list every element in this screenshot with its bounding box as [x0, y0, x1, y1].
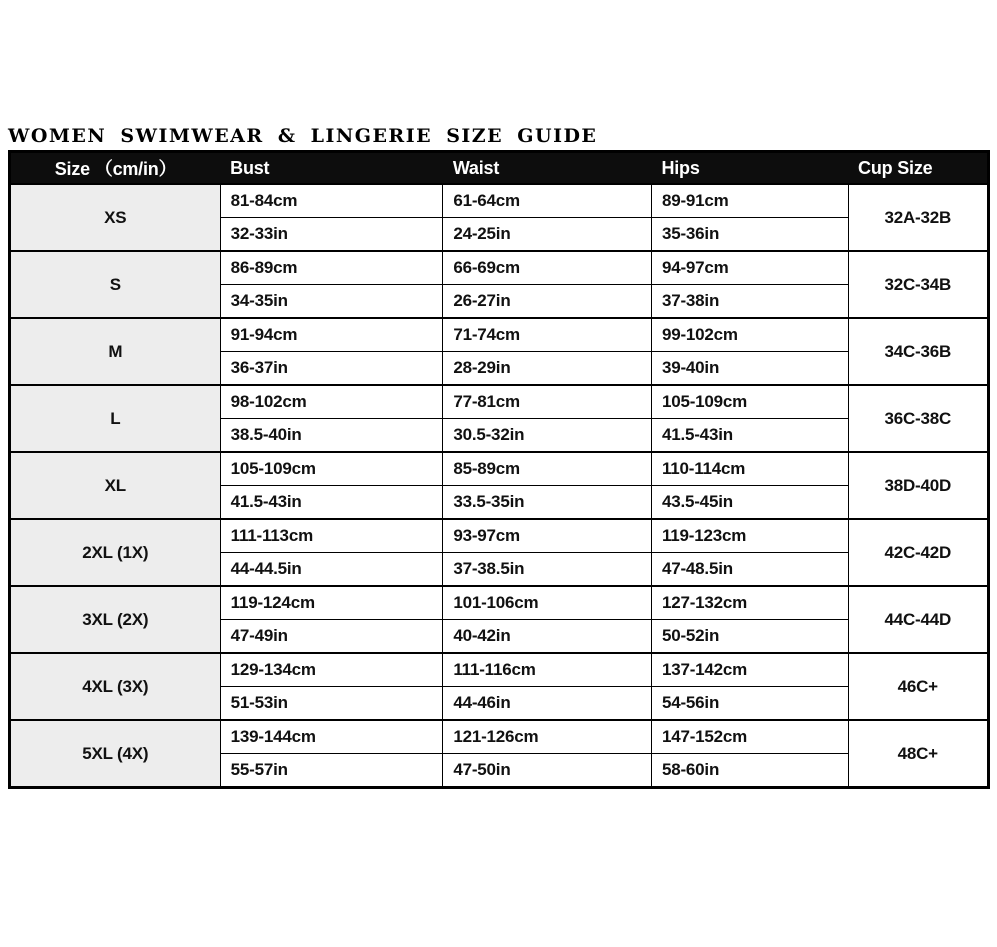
- bust-in-cell: 47-49in: [220, 620, 443, 654]
- hips-cm-cell: 89-91cm: [651, 184, 848, 218]
- waist-in-cell: 24-25in: [443, 218, 652, 252]
- size-row-cm: [10, 519, 989, 553]
- waist-in-cell: 28-29in: [443, 352, 652, 386]
- waist-cm-cell: 93-97cm: [443, 519, 652, 553]
- size-row-cm: [10, 586, 989, 620]
- bust-cm-cell: 129-134cm: [220, 653, 443, 687]
- col-header-cup-size: Cup Size: [848, 152, 988, 185]
- size-table-body: [10, 184, 989, 788]
- size-guide-table: [8, 150, 990, 789]
- hips-cm-cell: 94-97cm: [651, 251, 848, 285]
- col-header-size: Size （cm/in）: [10, 152, 221, 185]
- hips-in-cell: 47-48.5in: [651, 553, 848, 587]
- col-header-waist: Waist: [443, 152, 652, 185]
- hips-cm-cell: 137-142cm: [651, 653, 848, 687]
- bust-in-cell: 41.5-43in: [220, 486, 443, 520]
- bust-in-cell: 38.5-40in: [220, 419, 443, 453]
- hips-in-cell: 58-60in: [651, 754, 848, 788]
- size-guide-header: [10, 152, 989, 185]
- size-label-cell: 3XL (2X): [10, 586, 221, 653]
- waist-cm-cell: 61-64cm: [443, 184, 652, 218]
- page-title: WOMEN SWIMWEAR & LINGERIE SIZE GUIDE: [8, 125, 598, 147]
- cup-size-cell: 46C+: [848, 653, 988, 720]
- bust-cm-cell: 119-124cm: [220, 586, 443, 620]
- bust-in-cell: 55-57in: [220, 754, 443, 788]
- size-label-cell: 4XL (3X): [10, 653, 221, 720]
- waist-cm-cell: 66-69cm: [443, 251, 652, 285]
- col-header-bust: Bust: [220, 152, 443, 185]
- size-label-cell: XL: [10, 452, 221, 519]
- bust-cm-cell: 139-144cm: [220, 720, 443, 754]
- size-label-cell: S: [10, 251, 221, 318]
- size-row-cm: [10, 184, 989, 218]
- bust-cm-cell: 86-89cm: [220, 251, 443, 285]
- bust-cm-cell: 105-109cm: [220, 452, 443, 486]
- waist-in-cell: 47-50in: [443, 754, 652, 788]
- waist-cm-cell: 111-116cm: [443, 653, 652, 687]
- size-row-cm: [10, 385, 989, 419]
- hips-cm-cell: 105-109cm: [651, 385, 848, 419]
- size-row-cm: [10, 318, 989, 352]
- waist-in-cell: 37-38.5in: [443, 553, 652, 587]
- waist-cm-cell: 85-89cm: [443, 452, 652, 486]
- col-header-hips: Hips: [651, 152, 848, 185]
- size-label-cell: M: [10, 318, 221, 385]
- size-label-cell: L: [10, 385, 221, 452]
- bust-in-cell: 51-53in: [220, 687, 443, 721]
- size-row-cm: [10, 720, 989, 754]
- waist-cm-cell: 101-106cm: [443, 586, 652, 620]
- hips-in-cell: 43.5-45in: [651, 486, 848, 520]
- waist-cm-cell: 121-126cm: [443, 720, 652, 754]
- cup-size-cell: 32C-34B: [848, 251, 988, 318]
- hips-cm-cell: 99-102cm: [651, 318, 848, 352]
- waist-in-cell: 33.5-35in: [443, 486, 652, 520]
- hips-cm-cell: 147-152cm: [651, 720, 848, 754]
- hips-cm-cell: 110-114cm: [651, 452, 848, 486]
- size-label-cell: XS: [10, 184, 221, 251]
- waist-cm-cell: 71-74cm: [443, 318, 652, 352]
- hips-in-cell: 50-52in: [651, 620, 848, 654]
- waist-in-cell: 40-42in: [443, 620, 652, 654]
- bust-cm-cell: 91-94cm: [220, 318, 443, 352]
- bust-cm-cell: 81-84cm: [220, 184, 443, 218]
- cup-size-cell: 32A-32B: [848, 184, 988, 251]
- waist-in-cell: 26-27in: [443, 285, 652, 319]
- cup-size-cell: 42C-42D: [848, 519, 988, 586]
- hips-in-cell: 39-40in: [651, 352, 848, 386]
- size-label-cell: 5XL (4X): [10, 720, 221, 788]
- hips-in-cell: 37-38in: [651, 285, 848, 319]
- bust-in-cell: 36-37in: [220, 352, 443, 386]
- bust-cm-cell: 111-113cm: [220, 519, 443, 553]
- hips-cm-cell: 119-123cm: [651, 519, 848, 553]
- cup-size-cell: 34C-36B: [848, 318, 988, 385]
- hips-cm-cell: 127-132cm: [651, 586, 848, 620]
- hips-in-cell: 41.5-43in: [651, 419, 848, 453]
- hips-in-cell: 54-56in: [651, 687, 848, 721]
- bust-in-cell: 32-33in: [220, 218, 443, 252]
- cup-size-cell: 44C-44D: [848, 586, 988, 653]
- bust-in-cell: 44-44.5in: [220, 553, 443, 587]
- waist-in-cell: 44-46in: [443, 687, 652, 721]
- size-row-cm: [10, 452, 989, 486]
- hips-in-cell: 35-36in: [651, 218, 848, 252]
- waist-in-cell: 30.5-32in: [443, 419, 652, 453]
- size-row-cm: [10, 251, 989, 285]
- bust-cm-cell: 98-102cm: [220, 385, 443, 419]
- cup-size-cell: 36C-38C: [848, 385, 988, 452]
- size-row-cm: [10, 653, 989, 687]
- waist-cm-cell: 77-81cm: [443, 385, 652, 419]
- cup-size-cell: 38D-40D: [848, 452, 988, 519]
- size-label-cell: 2XL (1X): [10, 519, 221, 586]
- bust-in-cell: 34-35in: [220, 285, 443, 319]
- cup-size-cell: 48C+: [848, 720, 988, 788]
